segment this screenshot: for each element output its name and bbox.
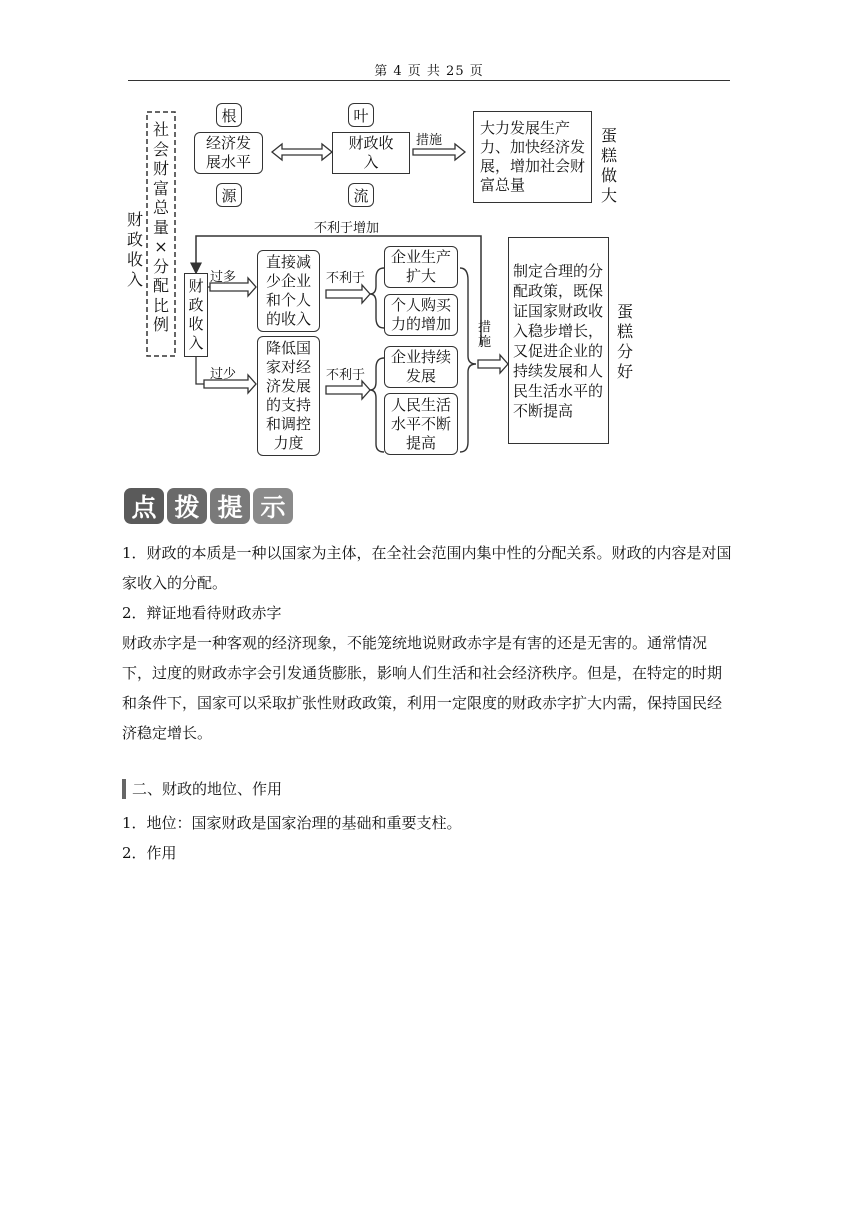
- reduce-income-box: 直接减少企业和个人的收入: [257, 250, 320, 332]
- fiscal-revenue-box-top: 财政收入: [332, 132, 410, 174]
- measure-label-top: 措施: [416, 133, 443, 148]
- banner-char-4: 示: [253, 488, 293, 524]
- reduce-support-box: 降低国家对经济发展的支持和调控力度: [257, 336, 320, 456]
- not-conducive-label-2: 不利于: [326, 368, 366, 383]
- wealth-ratio-label: 社会财富总量×分配比例: [152, 120, 169, 334]
- source-tag: 源: [216, 183, 242, 207]
- living-standard-box: 人民生活水平不断提高: [384, 393, 458, 455]
- leaf-tag: 叶: [348, 103, 374, 127]
- section2-body: [122, 808, 734, 868]
- not-conducive-label-1: 不利于: [326, 271, 366, 286]
- measure-label-bottom: 措施: [478, 320, 492, 350]
- cake-bigger-label: 蛋糕做大: [600, 126, 617, 205]
- paragraph-3: 财政赤字是一种客观的经济现象，不能笼统地说财政赤字是有害的还是无害的。通常情况下，过度的财政赤字会引发通货膨胀，影响人们生活和社会经济秩序。但是，在特定的时期和条件下，国家可以采取扩张性财政政策，利用一定限度的财政赤字扩大内需，保持国民经济稳定增长。: [122, 634, 723, 742]
- too-much-label: 过多: [210, 270, 237, 285]
- cake-share-label: 蛋糕分好: [616, 302, 633, 381]
- economy-level-box: 经济发展水平: [194, 132, 263, 174]
- enterprise-expand-box: 企业生产扩大: [384, 246, 458, 288]
- personal-purchase-box: 个人购买力的增加: [384, 294, 458, 336]
- paragraph-2: 2．辩证地看待财政赤字: [122, 604, 282, 622]
- distribution-policy-box: 制定合理的分配政策，既保证国家财政收入稳步增长，又促进企业的持续发展和人民生活水平的不断提高: [508, 237, 609, 444]
- tips-body: [122, 538, 734, 748]
- not-conducive-increase-label: 不利于增加: [314, 221, 380, 236]
- banner-char-1: 点: [124, 488, 164, 524]
- banner-char-2: 拨: [167, 488, 207, 524]
- develop-productivity-box: 大力发展生产力、加快经济发展，增加社会财富总量: [473, 111, 592, 203]
- too-little-label: 过少: [210, 367, 237, 382]
- page-header: 第 4 页 共 25 页: [374, 64, 484, 79]
- fiscal-revenue-side-label: 财政收入: [126, 210, 143, 289]
- tip-banner: [124, 488, 293, 524]
- fiscal-revenue-box-bottom: 财政收入: [184, 273, 208, 357]
- root-tag: 根: [216, 103, 242, 127]
- banner-char-3: 提: [210, 488, 250, 524]
- section2-item-1: 1．地位：国家财政是国家治理的基础和重要支柱。: [122, 814, 462, 832]
- section-heading: 二、财政的地位、作用: [132, 780, 283, 798]
- flow-tag: 流: [348, 183, 374, 207]
- paragraph-1: 1．财政的本质是一种以国家为主体，在全社会范围内集中性的分配关系。财政的内容是对国家收入的分配。: [122, 544, 732, 592]
- section2-item-2: 2．作用: [122, 844, 177, 862]
- enterprise-sustain-box: 企业持续发展: [384, 346, 458, 388]
